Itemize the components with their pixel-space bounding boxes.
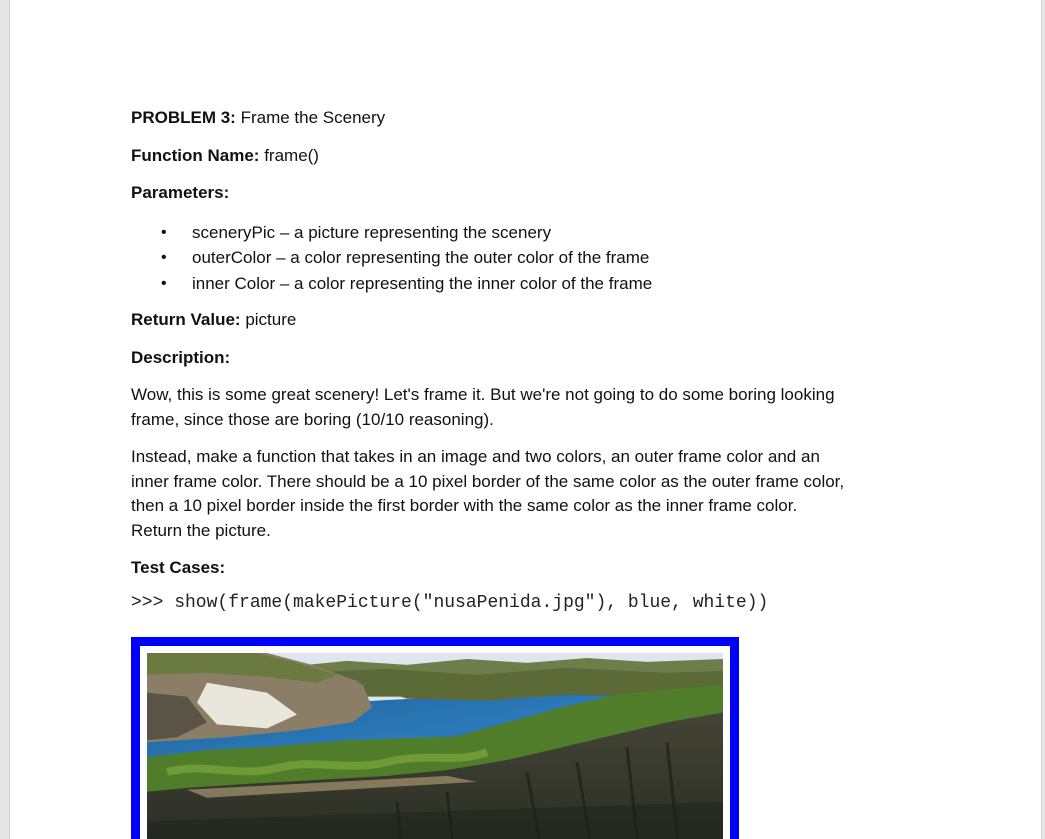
function-name-label: Function Name: bbox=[131, 145, 260, 165]
test-case-code: >>> show(frame(makePicture("nusaPenida.jpg"), blue, white)) bbox=[131, 592, 769, 613]
bullet-icon: • bbox=[161, 274, 167, 292]
parameters-heading bbox=[131, 181, 931, 206]
parameter-item-scenerypic bbox=[131, 220, 931, 246]
text-line: then a 10 pixel border inside the first border with the same color as the inner frame color. bbox=[131, 496, 798, 515]
parameter-text: outerColor – a color representing the outer color of the frame bbox=[192, 248, 650, 267]
text-line: Return the picture. bbox=[131, 520, 271, 540]
parameter-text: sceneryPic – a picture representing the scenery bbox=[192, 222, 552, 242]
parameters-list bbox=[131, 220, 931, 297]
description-paragraph-2 bbox=[131, 445, 931, 543]
text-line: Instead, make a function that takes in an image and two colors, an outer frame color and an bbox=[131, 447, 820, 466]
test-cases-label: Test Cases: bbox=[131, 558, 226, 577]
text-line: frame, since those are boring (10/10 reasoning). bbox=[131, 409, 494, 429]
problem-content bbox=[131, 106, 931, 615]
bullet-icon: • bbox=[161, 249, 167, 266]
parameter-item-outercolor bbox=[131, 245, 931, 271]
description-label: Description: bbox=[131, 347, 231, 367]
function-name-line bbox=[131, 144, 931, 169]
outer-frame bbox=[131, 637, 739, 839]
parameter-text: inner Color – a color representing the inner color of the frame bbox=[192, 273, 653, 293]
document-page bbox=[9, 0, 1042, 839]
return-value-label: Return Value: bbox=[131, 310, 241, 329]
description-heading bbox=[131, 346, 931, 371]
text-line: Wow, this is some great scenery! Let's frame it. But we're not going to do some boring looking bbox=[131, 385, 835, 404]
return-value-value: picture bbox=[245, 310, 297, 329]
test-cases-heading bbox=[131, 556, 931, 581]
problem-label: PROBLEM 3: bbox=[131, 108, 236, 127]
function-name-value: frame() bbox=[264, 145, 319, 165]
text-line: inner frame color. There should be a 10 pixel border of the same color as the outer frame color, bbox=[131, 471, 845, 491]
bullet-icon: • bbox=[161, 223, 167, 241]
parameters-label: Parameters: bbox=[131, 183, 230, 202]
return-value-line bbox=[131, 308, 931, 333]
parameter-item-innercolor bbox=[131, 271, 931, 297]
scenery-image bbox=[147, 653, 723, 839]
problem-heading bbox=[131, 106, 931, 131]
inner-frame bbox=[140, 646, 730, 839]
description-paragraph-1 bbox=[131, 383, 931, 432]
problem-title: Frame the Scenery bbox=[240, 108, 386, 127]
